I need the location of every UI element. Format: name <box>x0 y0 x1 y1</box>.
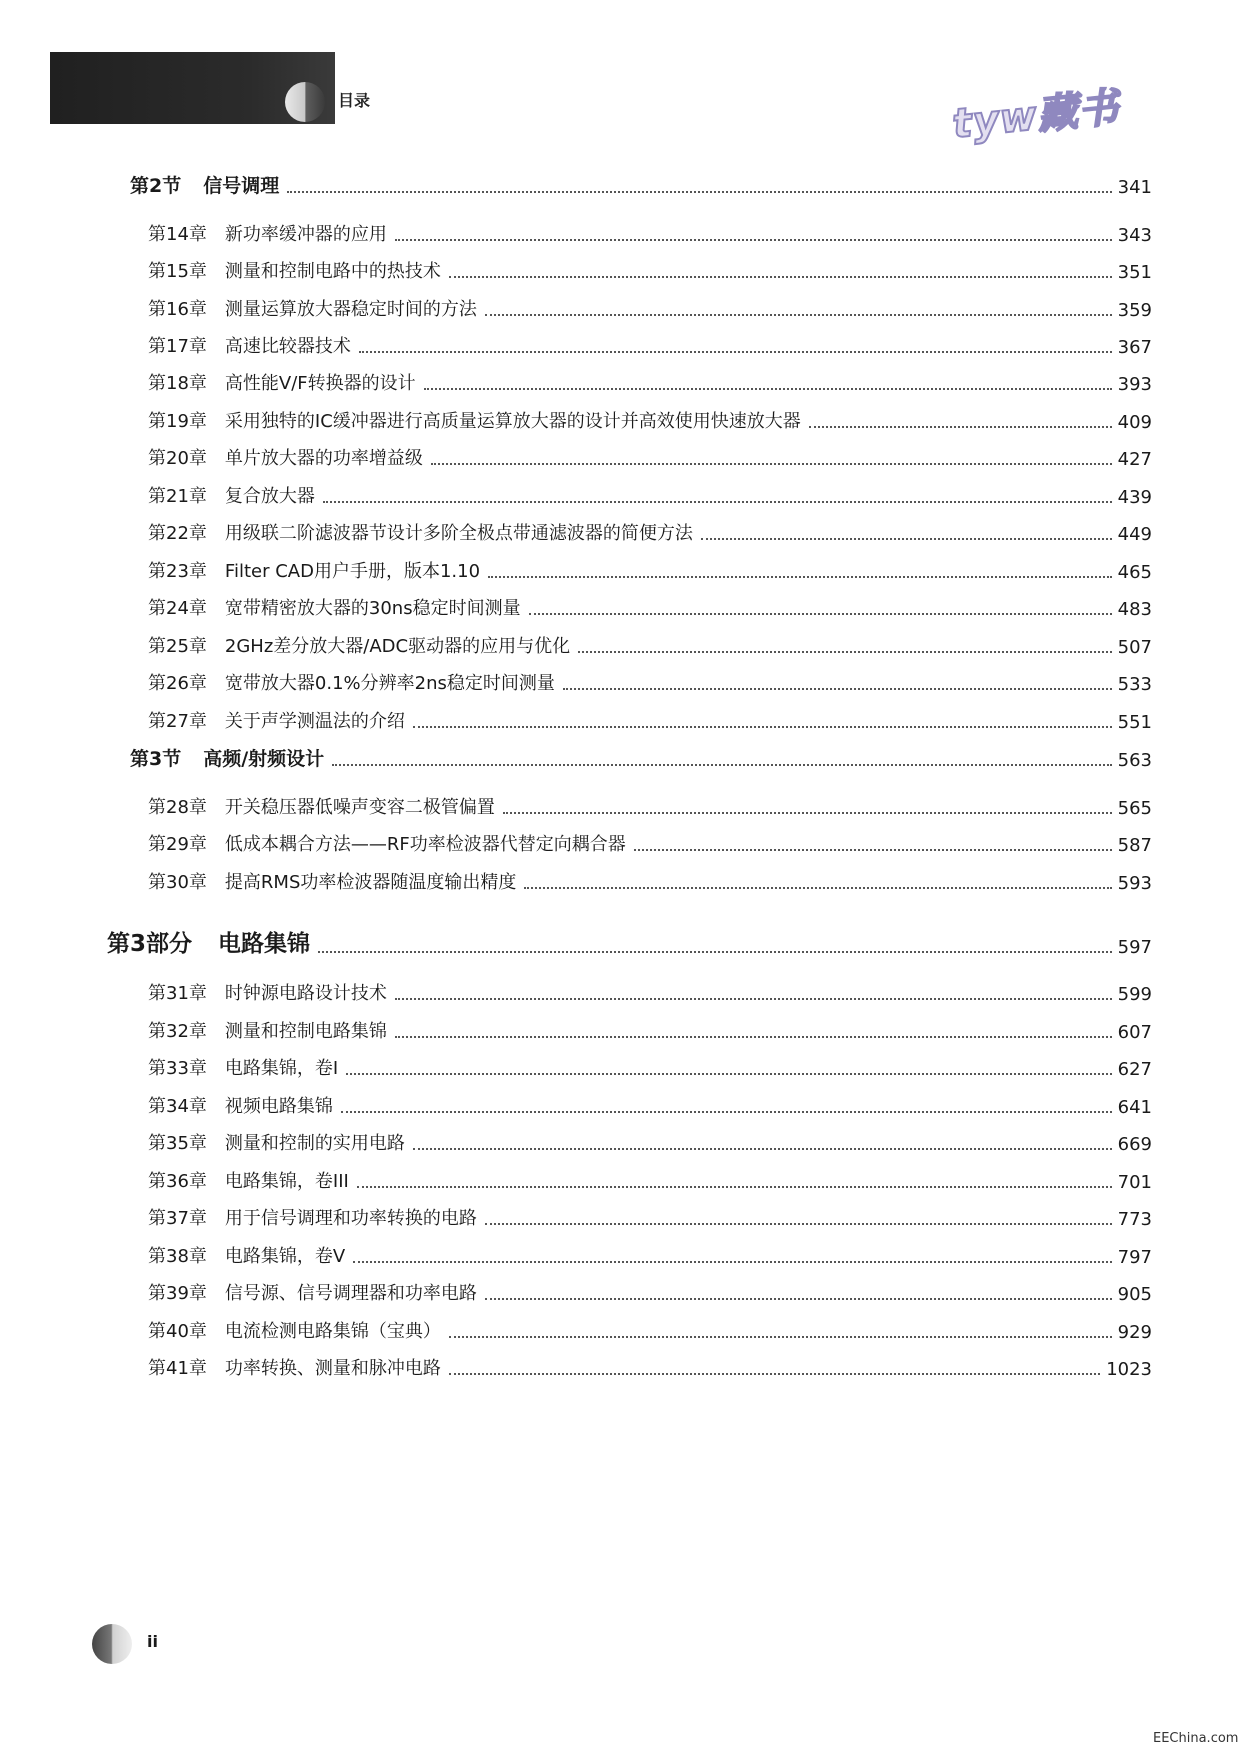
toc-entry-page: 551 <box>1117 712 1152 733</box>
toc-chapter-row <box>148 868 1152 894</box>
toc-dot-leader <box>413 1148 1112 1150</box>
toc-entry-title: Filter CAD用户手册，版本1.10 <box>224 561 481 582</box>
toc-entry-page: 607 <box>1117 1022 1152 1043</box>
toc-entry-page: 393 <box>1117 374 1152 395</box>
toc-chapter-row <box>148 632 1152 658</box>
toc-dot-leader <box>323 501 1112 503</box>
toc-chapter-row <box>148 407 1152 433</box>
toc-entry-page: 483 <box>1117 599 1152 620</box>
toc-entry-title: 信号调理 <box>203 175 280 197</box>
toc-entry-number: 第34章 <box>148 1096 207 1117</box>
toc-chapter-row <box>148 295 1152 321</box>
toc-chapter-row <box>148 1279 1152 1305</box>
toc-part-row <box>107 928 1152 958</box>
toc-dot-leader <box>395 1036 1112 1038</box>
footer-disc-icon <box>92 1624 132 1664</box>
toc-dot-leader <box>485 314 1112 316</box>
toc-entry-number: 第16章 <box>148 299 207 320</box>
toc-chapter-row <box>148 1317 1152 1343</box>
toc-dot-leader <box>431 463 1112 465</box>
toc-chapter-row <box>148 1129 1152 1155</box>
toc-dot-leader <box>578 651 1112 653</box>
toc-entry-number: 第19章 <box>148 411 207 432</box>
toc-entry-page: 533 <box>1117 674 1152 695</box>
toc-dot-leader <box>449 1336 1112 1338</box>
toc-entry-page: 449 <box>1117 524 1152 545</box>
toc-entry-page: 599 <box>1117 984 1152 1005</box>
toc-entry-title: 电路集锦，卷V <box>224 1246 346 1267</box>
toc-entry-title: 测量和控制的实用电路 <box>224 1133 405 1154</box>
toc-entry-title: 2GHz差分放大器/ADC驱动器的应用与优化 <box>224 636 571 657</box>
toc-entry-page: 465 <box>1117 562 1152 583</box>
toc-dot-leader <box>395 239 1112 241</box>
toc-entry-number: 第32章 <box>148 1021 207 1042</box>
toc-entry-number: 第38章 <box>148 1246 207 1267</box>
toc-entry-number: 第18章 <box>148 373 207 394</box>
toc-entry-page: 669 <box>1117 1134 1152 1155</box>
toc-chapter-row <box>148 519 1152 545</box>
toc-entry-page: 929 <box>1117 1322 1152 1343</box>
toc-entry-title: 低成本耦合方法——RF功率检波器代替定向耦合器 <box>224 834 626 855</box>
toc-entry-title: 功率转换、测量和脉冲电路 <box>224 1358 441 1379</box>
toc-entry-number: 第15章 <box>148 261 207 282</box>
toc-entry-title: 宽带放大器0.1%分辨率2ns稳定时间测量 <box>224 673 555 694</box>
toc-dot-leader <box>287 191 1111 193</box>
toc-entry-page: 563 <box>1117 750 1152 771</box>
toc-entry-title: 测量和控制电路中的热技术 <box>224 261 441 282</box>
toc-chapter-row <box>148 979 1152 1005</box>
toc-chapter-row <box>148 707 1152 733</box>
toc-entry-number: 第40章 <box>148 1321 207 1342</box>
toc-entry-title: 复合放大器 <box>224 486 315 507</box>
toc-chapter-row <box>148 482 1152 508</box>
toc-entry-title: 电路集锦，卷III <box>224 1171 349 1192</box>
toc-dot-leader <box>529 613 1112 615</box>
toc-entry-number: 第25章 <box>148 636 207 657</box>
toc-entry-title: 高频/射频设计 <box>203 748 325 770</box>
toc-chapter-row <box>148 830 1152 856</box>
toc-entry-number: 第41章 <box>148 1358 207 1379</box>
toc-entry-number: 第2节 <box>130 175 182 197</box>
toc-dot-leader <box>413 726 1112 728</box>
toc-dot-leader <box>353 1261 1111 1263</box>
toc-entry-title: 用于信号调理和功率转换的电路 <box>224 1208 477 1229</box>
toc-dot-leader <box>341 1111 1112 1113</box>
watermark-logo: tyw藏书 <box>950 84 1122 148</box>
toc-chapter-row <box>148 257 1152 283</box>
toc-dot-leader <box>346 1073 1111 1075</box>
toc-entry-title: 测量和控制电路集锦 <box>224 1021 387 1042</box>
toc-entry-title: 信号源、信号调理器和功率电路 <box>224 1283 477 1304</box>
toc-entry-number: 第24章 <box>148 598 207 619</box>
toc-chapter-row <box>148 1354 1152 1380</box>
toc-entry-title: 用级联二阶滤波器节设计多阶全极点带通滤波器的简便方法 <box>224 523 693 544</box>
toc-chapter-row <box>148 1092 1152 1118</box>
toc-entry-page: 641 <box>1117 1097 1152 1118</box>
toc-entry-number: 第39章 <box>148 1283 207 1304</box>
page-title: 目录 <box>338 91 371 110</box>
toc-entry-page: 367 <box>1117 337 1152 358</box>
toc-entry-page: 439 <box>1117 487 1152 508</box>
toc-entry-number: 第22章 <box>148 523 207 544</box>
toc-entry-page: 587 <box>1117 835 1152 856</box>
toc-dot-leader <box>318 951 1112 953</box>
toc-entry-number: 第14章 <box>148 224 207 245</box>
toc-dot-leader <box>485 1298 1112 1300</box>
toc-chapter-row <box>148 444 1152 470</box>
toc-dot-leader <box>395 998 1112 1000</box>
toc-entry-title: 单片放大器的功率增益级 <box>224 448 423 469</box>
toc-chapter-row <box>148 220 1152 246</box>
toc-entry-number: 第3节 <box>130 748 182 770</box>
toc-entry-title: 视频电路集锦 <box>224 1096 333 1117</box>
toc-chapter-row <box>148 369 1152 395</box>
toc-entry-page: 507 <box>1117 637 1152 658</box>
toc-dot-leader <box>357 1186 1112 1188</box>
toc-entry-page: 427 <box>1117 449 1152 470</box>
toc-dot-leader <box>563 688 1112 690</box>
toc-entry-number: 第35章 <box>148 1133 207 1154</box>
toc-chapter-row <box>148 1017 1152 1043</box>
toc-entry-page: 565 <box>1117 798 1152 819</box>
toc-dot-leader <box>332 764 1111 766</box>
toc-entry-page: 627 <box>1117 1059 1152 1080</box>
toc-dot-leader <box>424 388 1112 390</box>
toc-chapter-row <box>148 557 1152 583</box>
site-watermark: EEChina.com <box>1153 1731 1239 1746</box>
toc-entry-number: 第26章 <box>148 673 207 694</box>
toc-chapter-row <box>148 332 1152 358</box>
header-disc-icon <box>285 82 325 122</box>
toc-entry-page: 701 <box>1117 1172 1152 1193</box>
toc-entry-title: 测量运算放大器稳定时间的方法 <box>224 299 477 320</box>
toc-section-row <box>130 745 1152 771</box>
toc-dot-leader <box>701 538 1112 540</box>
toc-entry-title: 高速比较器技术 <box>224 336 351 357</box>
toc-entry-page: 351 <box>1117 262 1152 283</box>
toc-entry-page: 1023 <box>1106 1359 1152 1380</box>
toc-section-row <box>130 172 1152 198</box>
toc-chapter-row <box>148 1054 1152 1080</box>
toc-entry-number: 第21章 <box>148 486 207 507</box>
toc-dot-leader <box>449 1373 1100 1375</box>
toc-entry-page: 773 <box>1117 1209 1152 1230</box>
toc-entry-title: 关于声学测温法的介绍 <box>224 711 405 732</box>
toc-chapter-row <box>148 594 1152 620</box>
toc-entry-title: 时钟源电路设计技术 <box>224 983 387 1004</box>
toc-entry-page: 359 <box>1117 300 1152 321</box>
toc-dot-leader <box>485 1223 1112 1225</box>
toc-entry-number: 第28章 <box>148 797 207 818</box>
toc-entry-number: 第3部分 <box>107 931 193 957</box>
toc-entry-title: 新功率缓冲器的应用 <box>224 224 387 245</box>
toc-entry-page: 341 <box>1117 177 1152 198</box>
toc-entry-page: 905 <box>1117 1284 1152 1305</box>
toc-chapter-row <box>148 669 1152 695</box>
toc-entry-page: 797 <box>1117 1247 1152 1268</box>
toc-entry-page: 409 <box>1117 412 1152 433</box>
toc-dot-leader <box>524 887 1111 889</box>
toc-entry-number: 第36章 <box>148 1171 207 1192</box>
toc-entry-number: 第37章 <box>148 1208 207 1229</box>
toc-entry-title: 采用独特的IC缓冲器进行高质量运算放大器的设计并高效使用快速放大器 <box>224 411 801 432</box>
toc-chapter-row <box>148 793 1152 819</box>
toc-entry-number: 第30章 <box>148 872 207 893</box>
toc-dot-leader <box>634 849 1112 851</box>
toc-entry-title: 高性能V/F转换器的设计 <box>224 373 416 394</box>
toc-entry-number: 第20章 <box>148 448 207 469</box>
toc-entry-number: 第31章 <box>148 983 207 1004</box>
toc-entry-number: 第17章 <box>148 336 207 357</box>
toc-dot-leader <box>359 351 1112 353</box>
toc-entry-page: 343 <box>1117 225 1152 246</box>
toc-entry-title: 开关稳压器低噪声变容二极管偏置 <box>224 797 495 818</box>
toc-entry-title: 电流检测电路集锦（宝典） <box>224 1321 441 1342</box>
toc-dot-leader <box>809 426 1112 428</box>
toc-entry-page: 593 <box>1117 873 1152 894</box>
toc-chapter-row <box>148 1242 1152 1268</box>
toc-entry-title: 电路集锦，卷I <box>224 1058 339 1079</box>
toc-entry-number: 第27章 <box>148 711 207 732</box>
toc-entry-title: 宽带精密放大器的30ns稳定时间测量 <box>224 598 521 619</box>
toc-entry-title: 提高RMS功率检波器随温度输出精度 <box>224 872 517 893</box>
toc-dot-leader <box>503 812 1112 814</box>
toc-chapter-row <box>148 1167 1152 1193</box>
toc-entry-page: 597 <box>1117 937 1152 958</box>
footer-page-number: ii <box>147 1632 158 1651</box>
toc-entry-number: 第33章 <box>148 1058 207 1079</box>
toc-entry-title: 电路集锦 <box>218 931 311 957</box>
toc-entry-number: 第23章 <box>148 561 207 582</box>
toc-chapter-row <box>148 1204 1152 1230</box>
toc-entry-number: 第29章 <box>148 834 207 855</box>
toc-dot-leader <box>488 576 1112 578</box>
toc-dot-leader <box>449 276 1112 278</box>
